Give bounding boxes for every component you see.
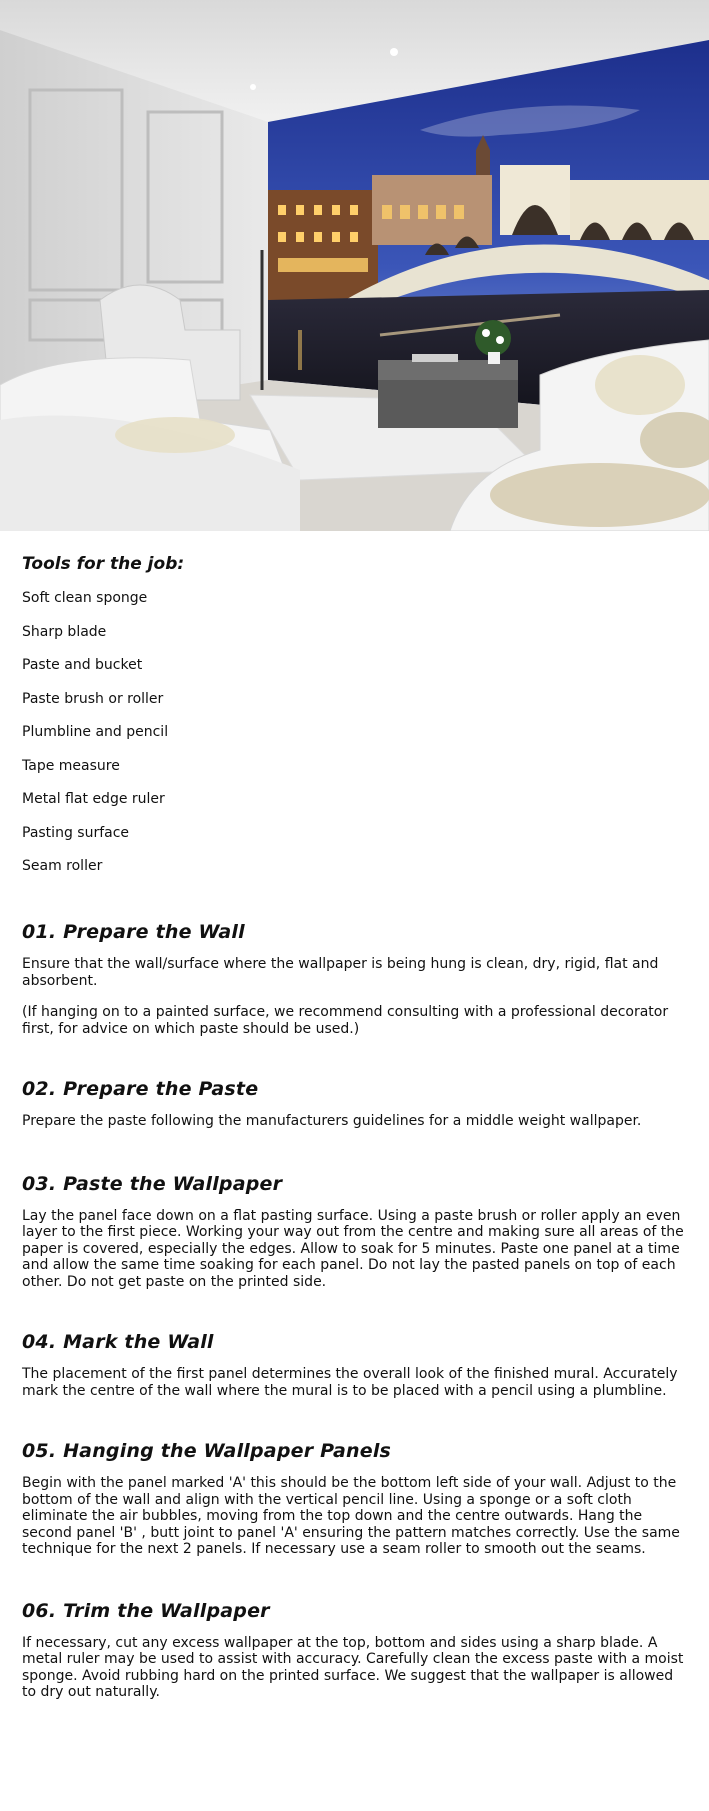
step-text: Begin with the panel marked 'A' this should be the bottom left side of your wall. Adjust to the bottom of the wall and align with the vertical pencil line. Using a sponge or a soft cloth eliminate the air bubbles, moving from the top down and the centre outwards. Hang the second panel 'B' , butt joint to panel 'A' ensuring the pattern matches correctly. Use the same technique for the next 2 panels. If necessary use a seam roller to smooth out the seams. [22, 1475, 680, 1557]
step-title: 06. Trim the Wallpaper [22, 1599, 270, 1622]
plant [475, 320, 511, 356]
step-title: 02. Prepare the Paste [22, 1078, 259, 1100]
step-text: The placement of the first panel determines the overall look of the finished mural. Accurately mark the centre of the wall where the mural is to be placed with a pencil using a plumbline. [22, 1366, 678, 1399]
tools-title: Tools for the job: [22, 554, 185, 574]
cushion [595, 355, 685, 415]
step-text: (If hanging on to a painted surface, we recommend consulting with a professional decorator first, for advice on which paste should be used.) [22, 1004, 669, 1037]
fur-throw [490, 463, 709, 527]
ceiling-light [250, 84, 256, 90]
step-title: 03. Paste the Wallpaper [22, 1172, 283, 1195]
step-text: Prepare the paste following the manufacturers guidelines for a middle weight wallpaper. [22, 1113, 642, 1129]
step-title: 01. Prepare the Wall [22, 921, 245, 943]
tool-item: Plumbline and pencil [22, 724, 169, 740]
tool-item: Tape measure [22, 757, 120, 774]
tool-item: Paste brush or roller [22, 690, 164, 707]
hero-room-image [0, 0, 709, 531]
cushion [115, 417, 235, 453]
tool-item: Pasting surface [22, 824, 130, 841]
ceiling-light [390, 48, 398, 56]
tool-item: Sharp blade [22, 623, 107, 640]
step-prepare-paste [22, 1077, 687, 1130]
tools-section [22, 553, 687, 876]
step-hanging-panels [22, 1439, 687, 1558]
instructions [0, 553, 709, 1701]
step-paste-wallpaper [22, 1172, 687, 1291]
tool-item: Metal flat edge ruler [22, 791, 165, 807]
step-text: If necessary, cut any excess wallpaper at the top, bottom and sides using a sharp blade. A metal ruler may be used to assist with accuracy. Carefully clean the excess paste with a moist sponge. Avoid rubbing hard on the printed surface. We suggest that the wallpaper is allowed to dry out naturally. [22, 1634, 684, 1700]
step-prepare-wall [22, 920, 687, 1037]
tool-item: Soft clean sponge [22, 590, 148, 606]
step-text: Ensure that the wall/surface where the wallpaper is being hung is clean, dry, rigid, flat and absorbent. [22, 956, 659, 989]
tool-item: Seam roller [22, 858, 103, 874]
step-title: 04. Mark the Wall [22, 1331, 214, 1353]
step-title: 05. Hanging the Wallpaper Panels [22, 1440, 392, 1462]
step-trim-wallpaper [22, 1599, 687, 1701]
step-mark-wall [22, 1330, 687, 1399]
step-text: Lay the panel face down on a flat pasting surface. Using a paste brush or roller apply an even layer to the first piece. Working your way out from the centre and making sure all areas of the paper is covered, especially the edges. Allow to soak for 5 minutes. Paste one panel at a time and allow the same time soaking for each panel. Do not lay the pasted panels on top of each other. Do not get paste on the printed side. [22, 1207, 684, 1290]
tool-item: Paste and bucket [22, 657, 143, 673]
room-illustration [0, 0, 709, 531]
